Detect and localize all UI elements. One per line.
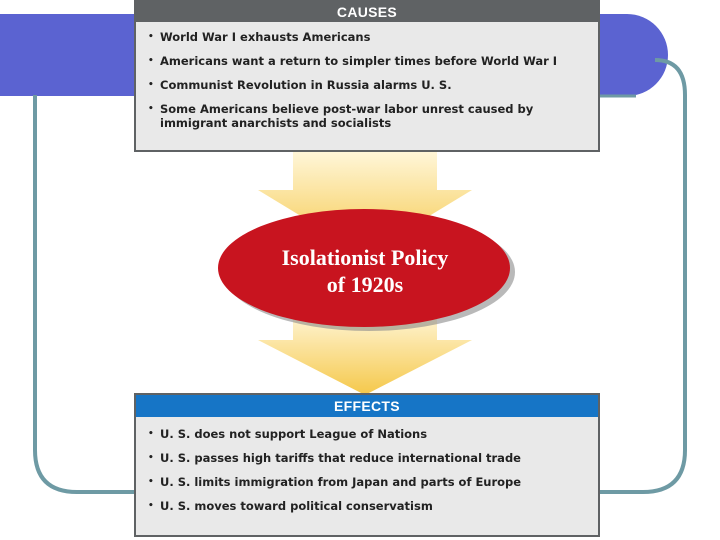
effects-panel <box>134 393 600 537</box>
cause-item: • Americans want a return to simpler times before World War I <box>148 54 558 68</box>
bullet-icon: • <box>148 453 154 463</box>
central-title-line1: Isolationist Policy <box>281 245 449 270</box>
bullet-icon: • <box>148 80 154 90</box>
causes-heading: CAUSES <box>136 2 598 22</box>
causes-panel <box>134 0 600 152</box>
causes-list <box>136 22 598 130</box>
effects-heading: EFFECTS <box>136 395 598 417</box>
effect-item: • U. S. limits immigration from Japan and parts of Europe <box>148 475 522 489</box>
bullet-icon: • <box>148 104 154 114</box>
bullet-icon: • <box>148 429 154 439</box>
bullet-icon: • <box>148 477 154 487</box>
cause-item: • World War I exhausts Americans <box>148 30 371 44</box>
effect-item: • U. S. moves toward political conservatism <box>148 499 433 513</box>
cause-item: • Some Americans believe post-war labor unrest caused by immigrant anarchists and socialists <box>148 102 534 130</box>
effects-list <box>136 417 598 513</box>
central-title-line2: of 1920s <box>326 272 404 297</box>
bullet-icon: • <box>148 32 154 42</box>
bullet-icon: • <box>148 501 154 511</box>
cause-item: • Communist Revolution in Russia alarms U. S. <box>148 78 452 92</box>
effect-item: • U. S. does not support League of Nations <box>148 427 428 441</box>
effect-item: • U. S. passes high tariffs that reduce international trade <box>148 451 521 465</box>
bullet-icon: • <box>148 56 154 66</box>
